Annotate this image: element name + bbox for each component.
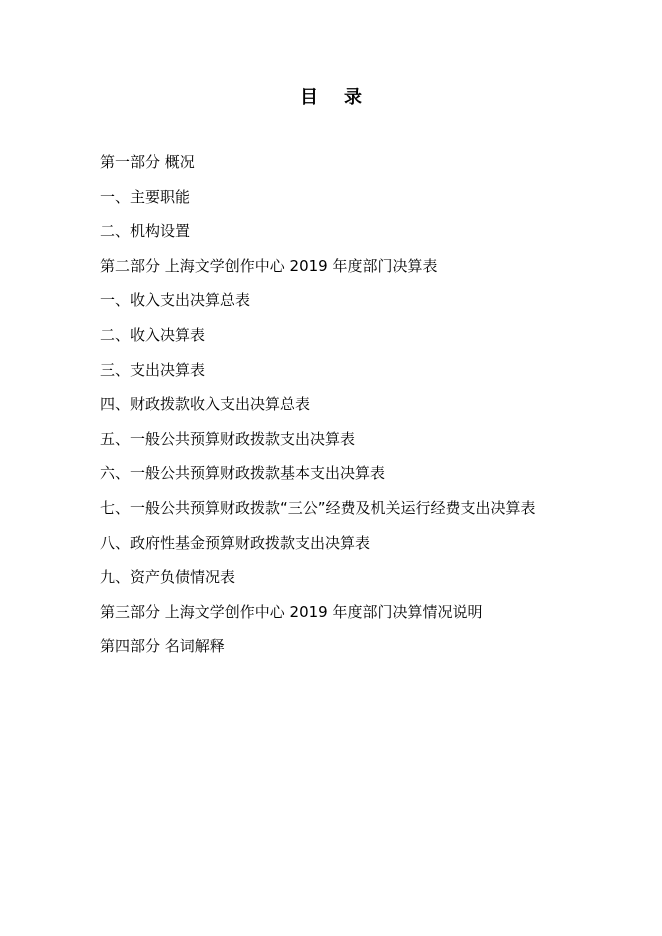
toc-item-main-functions: 一、主要职能 [100, 187, 191, 206]
toc-item-income-table: 二、收入决算表 [100, 325, 206, 344]
toc-item-expenditure-table: 三、支出决算表 [100, 360, 206, 379]
toc-item-fiscal-summary: 四、财政拨款收入支出决算总表 [100, 395, 311, 414]
toc-item-part-1: 第一部分 概况 [100, 153, 195, 171]
toc-item-income-expenditure-summary: 一、收入支出决算总表 [100, 291, 251, 310]
toc-item-part-4: 第四部分 名词解释 [100, 637, 225, 656]
table-of-contents [100, 145, 570, 664]
toc-item-general-budget-basic-expenditure: 六、一般公共预算财政拨款基本支出决算表 [100, 464, 386, 483]
toc-item-government-fund-expenditure: 八、政府性基金预算财政拨款支出决算表 [100, 533, 371, 552]
toc-item-organization: 二、机构设置 [100, 222, 191, 241]
toc-title [0, 86, 662, 110]
toc-item-part-3: 第三部分 上海文学创作中心 2019 年度部门决算情况说明 [100, 602, 483, 621]
toc-item-part-2: 第二部分 上海文学创作中心 2019 年度部门决算表 [100, 256, 438, 275]
toc-item-three-public-expenses: 七、一般公共预算财政拨款“三公”经费及机关运行经费支出决算表 [100, 498, 536, 517]
toc-title-char-2: 录 [344, 87, 362, 108]
toc-item-assets-liabilities: 九、资产负债情况表 [100, 568, 236, 587]
toc-item-general-budget-expenditure: 五、一般公共预算财政拨款支出决算表 [100, 429, 356, 448]
toc-title-char-1: 目 [300, 87, 318, 108]
